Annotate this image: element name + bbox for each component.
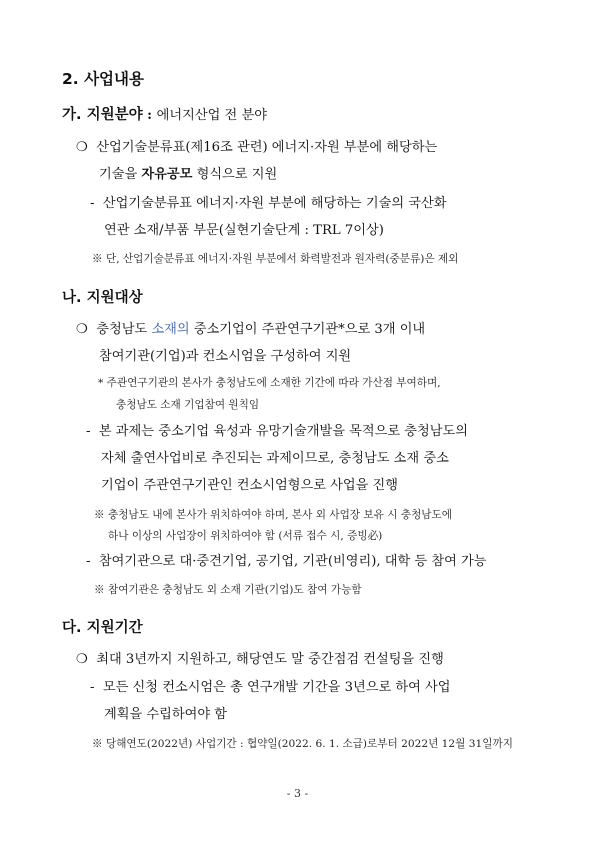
- ga-dash1-line1: [90, 195, 447, 213]
- ga-bullet1-bold: 자유공모: [141, 167, 193, 182]
- ga-note1: ※ 단, 산업기술분류표 에너지·자원 부분에서 화력발전과 원자력(중분류)은 제외: [92, 253, 459, 265]
- ga-bullet1-line1: [76, 139, 437, 157]
- circle-bullet-icon: ❍: [76, 140, 88, 155]
- section-title: 2. 사업내용: [62, 70, 144, 88]
- ga-bullet1-text2-pre: 기술을: [99, 167, 142, 182]
- na-dash2-text1: 참여기관으로 대·중견기업, 공기업, 기관(비영리), 대학 등 참여 가능: [98, 554, 487, 569]
- na-note1-line1: * 주관연구기관의 본사가 충청남도에 소재한 기간에 따라 가산점 부여하며,: [98, 377, 441, 389]
- na-dash1-line1: [86, 423, 468, 441]
- na-dash1-line2: 자체 출연사업비로 추진되는 과제이므로, 충청남도 소재 중소: [101, 451, 449, 466]
- circle-bullet-icon: ❍: [76, 322, 88, 337]
- na-bullet1-text1-pre: 충청남도: [96, 322, 152, 337]
- na-dash1-text1: 본 과제는 중소기업 육성과 유망기술개발을 목적으로 충청남도의: [98, 424, 468, 439]
- na-note1-line2: 충청남도 소재 기업참여 원칙임: [116, 399, 260, 411]
- da-bullet1-text1: 최대 3년까지 지원하고, 해당연도 말 중간점검 컨설팅을 진행: [96, 652, 444, 667]
- subsection-ga: [62, 106, 267, 125]
- dash-bullet: -: [86, 554, 91, 569]
- na-bullet1-line2: 참여기관(기업)과 컨소시엄을 구성하여 지원: [99, 349, 352, 364]
- ga-bullet1-text2-post: 형식으로 지원: [192, 167, 278, 182]
- dash-bullet: -: [90, 196, 95, 211]
- subsection-na-heading: 나. 지원대상: [62, 290, 143, 306]
- dash-bullet: -: [90, 680, 95, 695]
- na-note2-line1: ※ 충청남도 내에 본사가 위치하여야 하며, 본사 외 사업장 보유 시 충청남도에: [94, 509, 453, 521]
- subsection-ga-colon: :: [142, 108, 157, 123]
- circle-bullet-icon: ❍: [76, 652, 88, 667]
- ga-bullet1-line2: [99, 166, 277, 184]
- na-bullet1-line1: [76, 321, 425, 339]
- da-dash1-line1: [90, 679, 451, 697]
- subsection-ga-heading: 가. 지원분야: [62, 107, 143, 123]
- page-number: - 3 -: [286, 787, 309, 800]
- na-dash1-line3: 기업이 주관연구기관인 컨소시엄형으로 사업을 진행: [101, 478, 399, 493]
- na-note2-line2: 하나 이상의 사업장이 위치하여야 함 (서류 접수 시, 증빙必): [108, 530, 383, 542]
- subsection-da-heading: 다. 지원기간: [62, 620, 143, 636]
- na-bullet1-text1-post: 중소기업이 주관연구기관*으로 3개 이내: [189, 322, 426, 337]
- da-dash1-text1: 모든 신청 컨소시엄은 총 연구개발 기간을 3년으로 하여 사업: [102, 680, 451, 695]
- na-bullet1-blue-text: 소재의: [151, 322, 190, 337]
- dash-bullet: -: [86, 424, 91, 439]
- ga-dash1-text1: 산업기술분류표 에너지·자원 부분에 해당하는 기술의 국산화: [102, 196, 447, 211]
- da-dash1-line2: 계획을 수립하여야 함: [104, 707, 228, 722]
- ga-dash1-line2: 연관 소재/부품 부문(실현기술단계 : TRL 7이상): [104, 223, 384, 238]
- da-note1: ※ 당해연도(2022년) 사업기간 : 협약일(2022. 6. 1. 소급)로부터 2022년 12월 31일까지: [92, 738, 513, 750]
- da-bullet1-line1: [76, 651, 444, 669]
- subsection-ga-desc: 에너지산업 전 분야: [156, 108, 267, 123]
- ga-bullet1-text1: 산업기술분류표(제16조 관련) 에너지·자원 부분에 해당하는: [96, 140, 438, 155]
- na-dash2-line1: [86, 553, 486, 571]
- na-note3: ※ 참여기관은 충청남도 외 소재 기관(기업)도 참여 가능함: [94, 584, 362, 596]
